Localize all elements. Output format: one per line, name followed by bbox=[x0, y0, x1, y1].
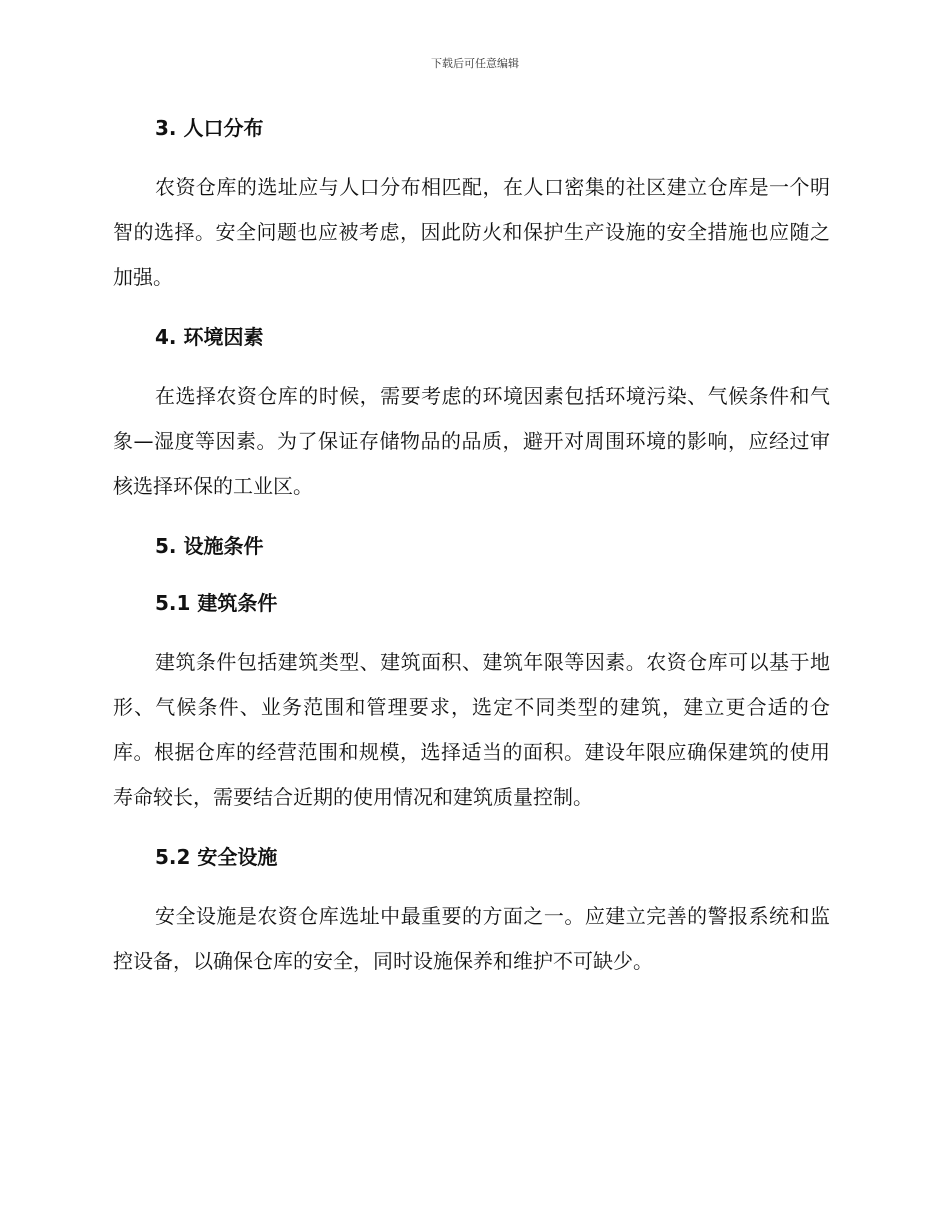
section-paragraph-safety: 安全设施是农资仓库选址中最重要的方面之一。应建立完善的警报系统和监控设备，以确保仓库的安全，同时设施保养和维护不可缺少。 bbox=[113, 904, 830, 973]
section-heading-safety: 5.2 安全设施 bbox=[155, 845, 278, 869]
section-heading-population: 3. 人口分布 bbox=[155, 116, 264, 140]
section-heading-building: 5.1 建筑条件 bbox=[155, 591, 278, 615]
section-paragraph-environment: 在选择农资仓库的时候，需要考虑的环境因素包括环境污染、气候条件和气象—湿度等因素。为了保证存储物品的品质，避开对周围环境的影响，应经过审核选择环保的工业区。 bbox=[113, 384, 830, 498]
section-paragraph-population: 农资仓库的选址应与人口分布相匹配，在人口密集的社区建立仓库是一个明智的选择。安全问题也应被考虑，因此防火和保护生产设施的安全措施也应随之加强。 bbox=[113, 175, 830, 289]
section-paragraph-building: 建筑条件包括建筑类型、建筑面积、建筑年限等因素。农资仓库可以基于地形、气候条件、业务范围和管理要求，选定不同类型的建筑，建立更合适的仓库。根据仓库的经营范围和规模，选择适当的面积。建设年限应确保建筑的使用寿命较长，需要结合近期的使用情况和建筑质量控制。 bbox=[113, 650, 830, 809]
section-heading-environment: 4. 环境因素 bbox=[155, 325, 264, 349]
header-note: 下载后可任意编辑 bbox=[431, 57, 519, 70]
document-body bbox=[113, 108, 830, 984]
section-heading-facilities: 5. 设施条件 bbox=[155, 534, 264, 558]
